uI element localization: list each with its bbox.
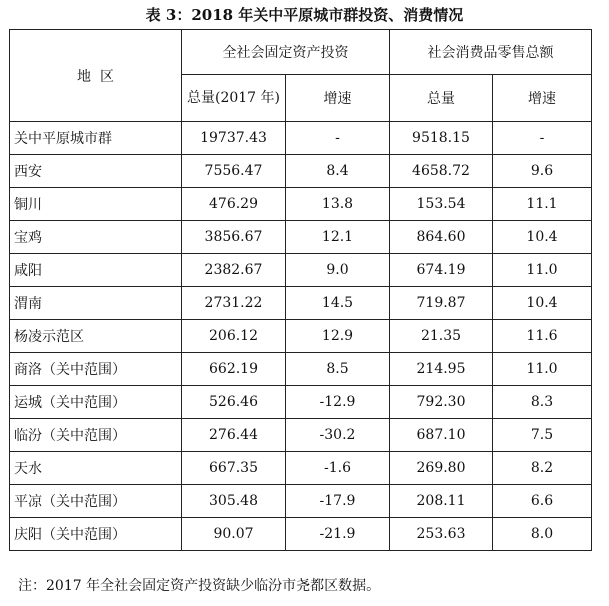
cell-consumption-total: 4658.72 <box>390 155 493 188</box>
cell-investment-growth: -30.2 <box>286 419 390 452</box>
cell-investment-growth: -1.6 <box>286 452 390 485</box>
table-row <box>10 188 592 221</box>
cell-investment-total: 3856.67 <box>182 221 286 254</box>
cell-consumption-growth: 8.0 <box>493 518 592 551</box>
header-investment-growth: 增速 <box>286 75 390 122</box>
cell-investment-total: 662.19 <box>182 353 286 386</box>
cell-region: 商洛（关中范围） <box>10 353 182 386</box>
cell-investment-growth: -21.9 <box>286 518 390 551</box>
table-row <box>10 386 592 419</box>
cell-region: 关中平原城市群 <box>10 122 182 155</box>
header-region: 地 区 <box>10 30 182 122</box>
cell-consumption-growth: 11.1 <box>493 188 592 221</box>
cell-consumption-growth: 10.4 <box>493 221 592 254</box>
cell-consumption-total: 21.35 <box>390 320 493 353</box>
cell-region: 咸阳 <box>10 254 182 287</box>
cell-consumption-total: 864.60 <box>390 221 493 254</box>
cell-investment-total: 526.46 <box>182 386 286 419</box>
table-row <box>10 320 592 353</box>
cell-consumption-total: 253.63 <box>390 518 493 551</box>
cell-consumption-growth: 11.0 <box>493 353 592 386</box>
cell-consumption-growth: 8.3 <box>493 386 592 419</box>
table-row <box>10 221 592 254</box>
cell-investment-total: 2382.67 <box>182 254 286 287</box>
table-row <box>10 452 592 485</box>
cell-region: 宝鸡 <box>10 221 182 254</box>
table-row <box>10 353 592 386</box>
cell-investment-growth: 9.0 <box>286 254 390 287</box>
data-table <box>9 29 592 551</box>
cell-consumption-total: 214.95 <box>390 353 493 386</box>
cell-region: 西安 <box>10 155 182 188</box>
table-row <box>10 254 592 287</box>
header-consumption-growth: 增速 <box>493 75 592 122</box>
header-investment-group: 全社会固定资产投资 <box>182 30 390 75</box>
cell-consumption-total: 153.54 <box>390 188 493 221</box>
table-row <box>10 122 592 155</box>
cell-consumption-total: 674.19 <box>390 254 493 287</box>
cell-investment-growth: 14.5 <box>286 287 390 320</box>
table-row <box>10 518 592 551</box>
cell-consumption-total: 208.11 <box>390 485 493 518</box>
table-row <box>10 485 592 518</box>
header-consumption-group: 社会消费品零售总额 <box>390 30 592 75</box>
cell-region: 铜川 <box>10 188 182 221</box>
cell-investment-total: 90.07 <box>182 518 286 551</box>
cell-region: 天水 <box>10 452 182 485</box>
cell-consumption-growth: 8.2 <box>493 452 592 485</box>
cell-consumption-total: 719.87 <box>390 287 493 320</box>
cell-consumption-growth: 11.0 <box>493 254 592 287</box>
cell-investment-total: 206.12 <box>182 320 286 353</box>
table-row <box>10 419 592 452</box>
table-title: 表 3：2018 年关中平原城市群投资、消费情况 <box>145 6 464 24</box>
cell-investment-total: 667.35 <box>182 452 286 485</box>
table-row <box>10 287 592 320</box>
cell-region: 平凉（关中范围） <box>10 485 182 518</box>
cell-investment-growth: - <box>286 122 390 155</box>
cell-investment-growth: 12.1 <box>286 221 390 254</box>
cell-region: 临汾（关中范围） <box>10 419 182 452</box>
cell-consumption-growth: 7.5 <box>493 419 592 452</box>
footnote: 注：2017 年全社会固定资产投资缺少临汾市尧都区数据。 <box>18 578 381 594</box>
cell-investment-growth: 8.5 <box>286 353 390 386</box>
cell-investment-total: 305.48 <box>182 485 286 518</box>
cell-investment-growth: -12.9 <box>286 386 390 419</box>
cell-consumption-growth: 6.6 <box>493 485 592 518</box>
cell-consumption-growth: 9.6 <box>493 155 592 188</box>
header-investment-total: 总量(2017 年) <box>182 75 286 122</box>
cell-investment-growth: 13.8 <box>286 188 390 221</box>
cell-consumption-growth: 10.4 <box>493 287 592 320</box>
cell-consumption-total: 792.30 <box>390 386 493 419</box>
cell-investment-growth: -17.9 <box>286 485 390 518</box>
header-consumption-total: 总量 <box>390 75 493 122</box>
header-row-groups <box>10 30 592 75</box>
cell-investment-growth: 8.4 <box>286 155 390 188</box>
cell-consumption-growth: 11.6 <box>493 320 592 353</box>
cell-investment-total: 2731.22 <box>182 287 286 320</box>
cell-consumption-total: 687.10 <box>390 419 493 452</box>
cell-consumption-growth: - <box>493 122 592 155</box>
table-row <box>10 155 592 188</box>
cell-investment-total: 19737.43 <box>182 122 286 155</box>
cell-region: 庆阳（关中范围） <box>10 518 182 551</box>
cell-investment-total: 276.44 <box>182 419 286 452</box>
cell-region: 杨凌示范区 <box>10 320 182 353</box>
cell-region: 运城（关中范围） <box>10 386 182 419</box>
cell-region: 渭南 <box>10 287 182 320</box>
cell-investment-growth: 12.9 <box>286 320 390 353</box>
cell-investment-total: 476.29 <box>182 188 286 221</box>
cell-consumption-total: 269.80 <box>390 452 493 485</box>
cell-investment-total: 7556.47 <box>182 155 286 188</box>
cell-consumption-total: 9518.15 <box>390 122 493 155</box>
